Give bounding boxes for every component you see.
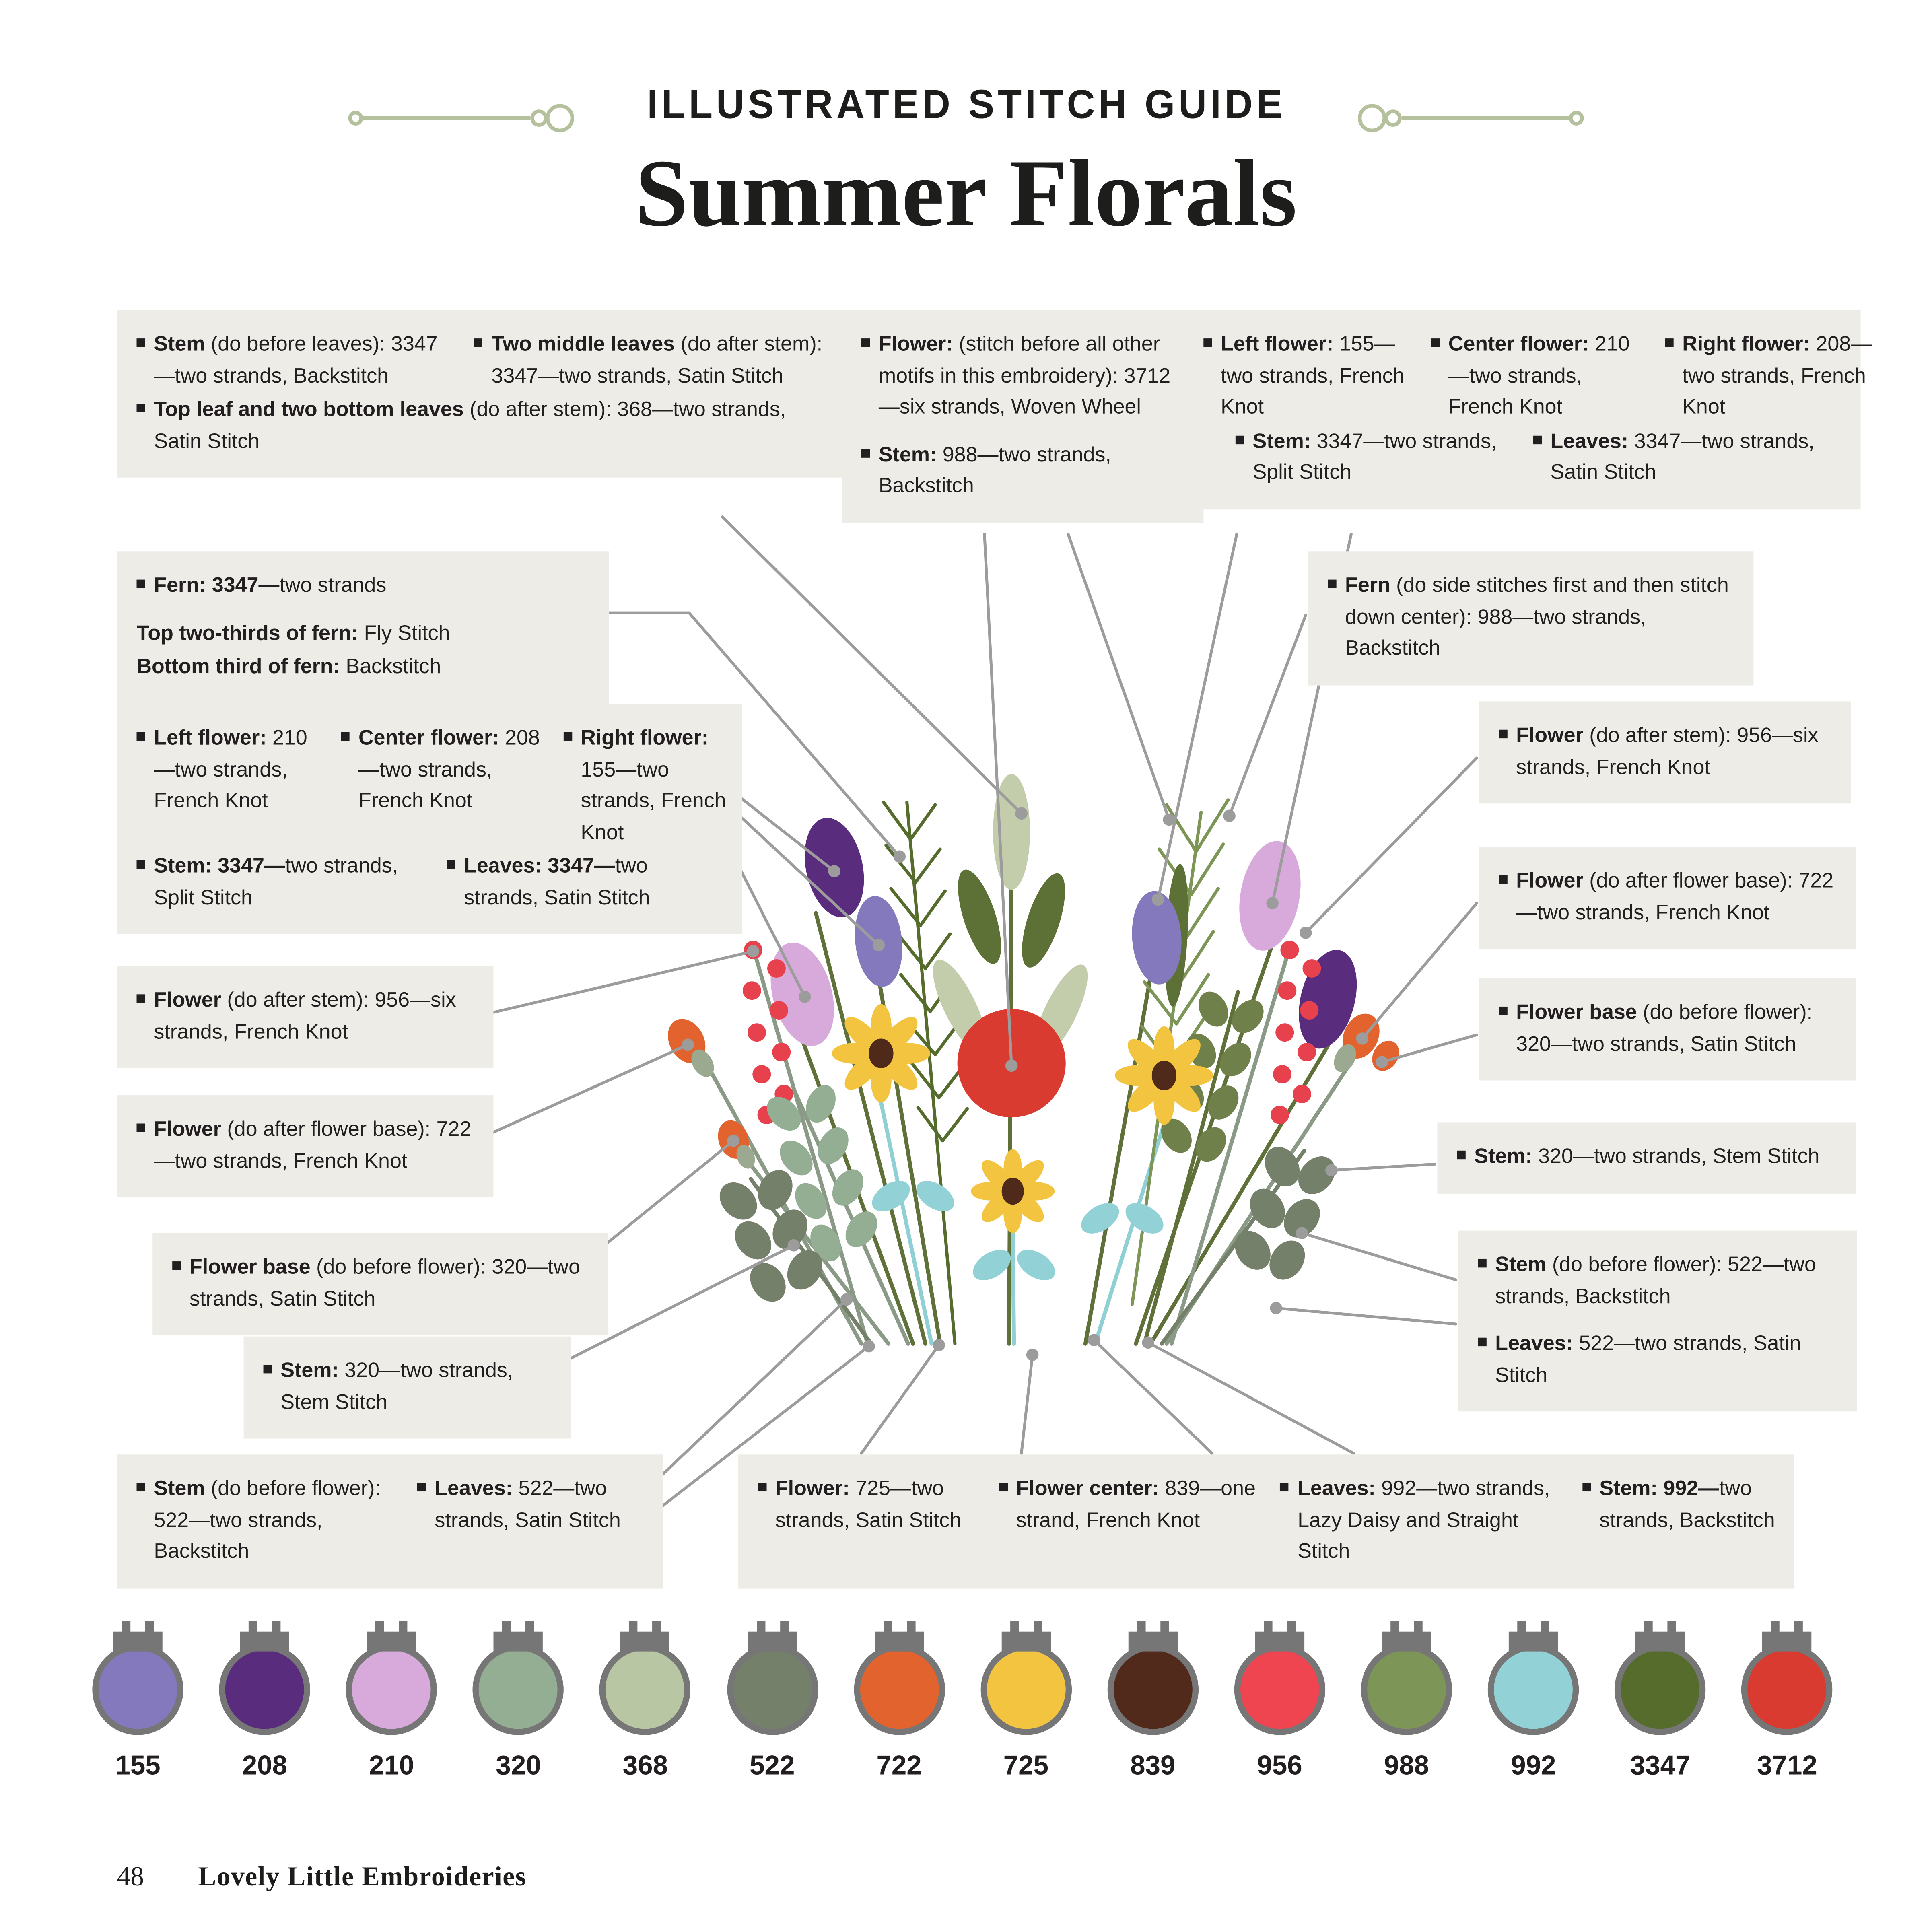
sage-leaf-plant (923, 774, 1098, 1065)
callout-entry: Stem: 3347—two strands, Split Stitch (1236, 425, 1516, 488)
daisy-left (832, 1004, 931, 1103)
kicker: ILLUSTRATED STITCH GUIDE (647, 81, 1285, 127)
thread-code-label: 956 (1257, 1750, 1302, 1781)
callout-entry: Flower (do after stem): 956—six strands, French Knot (137, 985, 474, 1047)
thread-code-label: 155 (115, 1750, 161, 1781)
thread-swatch-992 (1474, 1632, 1592, 1782)
callout-entry: Top leaf and two bottom leaves (do after stem): 368—two strands, Satin Stitch (137, 394, 833, 457)
leader-dots (682, 807, 1388, 1361)
callout-flower-722-right (1479, 847, 1856, 949)
callout-entry: Flower base (do before flower): 320—two strands, Satin Stitch (1499, 997, 1836, 1059)
sage-sprig-left (760, 1080, 884, 1267)
thread-code-label: 3712 (1757, 1750, 1817, 1781)
thread-swatch-368 (586, 1632, 704, 1782)
callout-flower-722-left (117, 1095, 494, 1197)
thread-swatch-320 (459, 1632, 578, 1782)
callout-entry: Flower (do after flower base): 722—two strands, French Knot (1499, 865, 1836, 928)
thread-swatch-725 (967, 1632, 1085, 1782)
blade-leaf (1162, 863, 1191, 1007)
callout-entry: Flower base (do before flower): 320—two strands, Satin Stitch (172, 1252, 588, 1314)
callout-entry: Stem: 3347—two strands, Split Stitch (137, 850, 430, 913)
callout-entry: Flower: (stitch before all other motifs in this embroidery): 3712—six strands, Woven Wheel (861, 329, 1184, 423)
callout-entry: Top two-thirds of fern: Fly Stitch (136, 621, 450, 645)
thread-color-circle (346, 1644, 437, 1735)
fern-backstitch-right (1132, 800, 1228, 1304)
thread-swatch-722 (840, 1632, 958, 1782)
callout-entry: Fern: 3347—two strands (137, 570, 590, 601)
callout-entry: Two middle leaves (do after stem): 3347—two strands, Satin Stitch (474, 329, 851, 391)
thread-color-circle (1742, 1644, 1833, 1735)
callout-stem-320-right (1437, 1122, 1856, 1193)
bobbin-clip-icon (621, 1632, 670, 1652)
berry-sprigs (743, 941, 1321, 1124)
thread-color-circle (1488, 1644, 1579, 1735)
stems (708, 861, 1351, 1344)
callout-woven-wheel-top-center (842, 310, 1203, 523)
callout-stem-leaves-522-right (1458, 1231, 1857, 1412)
page-title: Summer Florals (635, 139, 1297, 246)
callout-entry: Stem (do before leaves): 3347—two strands, Backstitch (137, 329, 457, 391)
bobbin-clip-icon (874, 1632, 923, 1652)
bobbin-clip-icon (113, 1632, 162, 1652)
bobbin-clip-icon (240, 1632, 289, 1652)
book-title: Lovely Little Embroideries (198, 1860, 527, 1892)
thread-color-circle (1615, 1644, 1705, 1735)
bobbin-clip-icon (1763, 1632, 1812, 1652)
bobbin-clip-icon (1382, 1632, 1431, 1652)
callout-entry: Left flower: 155—two strands, French Knot (1203, 329, 1414, 423)
thread-swatch-208 (206, 1632, 324, 1782)
bobbin-clip-icon (1128, 1632, 1177, 1652)
callout-french-knots-left (117, 704, 742, 934)
callout-entry: Center flower: 208—two strands, French Knot (341, 722, 546, 816)
thread-code-label: 3347 (1630, 1750, 1691, 1781)
callout-stem-320-left (244, 1337, 571, 1439)
callout-entry: Right flower: 155—two strands, French Knot (564, 722, 745, 848)
thread-color-circle (727, 1644, 818, 1735)
thread-color-circle (473, 1644, 564, 1735)
thread-code-label: 210 (369, 1750, 414, 1781)
callout-entry: Right flower: 208—two strands, French Knot (1665, 329, 1875, 423)
bobbin-clip-icon (367, 1632, 416, 1652)
callout-entry: Left flower: 210—two strands, French Knot (137, 722, 324, 816)
thread-color-circle (1107, 1644, 1198, 1735)
callout-entry: Leaves: 992—two strands, Lazy Daisy and Straight Stitch (1280, 1473, 1565, 1567)
callout-entry: Stem: 320—two strands, Stem Stitch (1457, 1141, 1836, 1172)
thread-swatch-210 (332, 1632, 451, 1782)
thread-swatch-956 (1221, 1632, 1339, 1782)
callout-entry: Stem (do before flower): 522—two strands, Backstitch (1478, 1249, 1837, 1312)
page-number: 48 (117, 1860, 144, 1892)
callout-entry: Flower center: 839—one strand, French Knot (999, 1473, 1263, 1536)
callout-entry: Leaves: 3347—two strands, Satin Stitch (447, 850, 728, 913)
thread-color-circle (1234, 1644, 1325, 1735)
daisy-right (1115, 1026, 1213, 1125)
callout-french-knots-top-right (1184, 310, 1872, 509)
thread-color-circle (92, 1644, 183, 1735)
thread-color-circle (853, 1644, 944, 1735)
callout-entry: Stem: 320—two strands, Stem Stitch (264, 1355, 552, 1418)
thread-code-label: 725 (1003, 1750, 1049, 1781)
thread-swatch-839 (1094, 1632, 1212, 1782)
daisy-bottom (971, 1149, 1055, 1233)
olive-sprig-right (1155, 987, 1270, 1167)
callout-entry: Fern (do side stitches first and then stitch down center): 988—two strands, Backstitch (1328, 570, 1734, 664)
page-footer (117, 1861, 527, 1893)
woven-wheel-flower (958, 1009, 1066, 1117)
thread-color-circle (600, 1644, 691, 1735)
thread-code-label: 839 (1130, 1750, 1176, 1781)
thread-color-circle (1361, 1644, 1452, 1735)
bobbin-clip-icon (748, 1632, 797, 1652)
bobbin-clip-icon (1509, 1632, 1558, 1652)
thread-code-label: 988 (1384, 1750, 1429, 1781)
page-header (0, 81, 1932, 249)
callout-fern-left (117, 551, 609, 703)
orange-buds (661, 1008, 1405, 1172)
callout-entry: Leaves: 522—two strands, Satin Stitch (1478, 1328, 1837, 1390)
thread-swatch-3712 (1728, 1632, 1846, 1782)
purple-buds (760, 812, 1366, 1055)
thread-code-label: 208 (242, 1750, 288, 1781)
callout-flower-956-right (1479, 701, 1851, 803)
thread-code-label: 320 (496, 1750, 541, 1781)
callout-flower-base-320-right (1479, 978, 1856, 1081)
callout-entry: Flower: 725—two strands, Satin Stitch (758, 1473, 982, 1536)
bobbin-clip-icon (1001, 1632, 1050, 1652)
callout-entry: Flower (do after stem): 956—six strands, French Knot (1499, 720, 1831, 783)
callout-fern-right (1308, 551, 1753, 685)
thread-code-label: 992 (1511, 1750, 1556, 1781)
callout-entry: Bottom third of fern: Backstitch (136, 655, 441, 678)
bobbin-clip-icon (1635, 1632, 1685, 1652)
bobbin-clip-icon (494, 1632, 543, 1652)
thread-swatch-988 (1347, 1632, 1466, 1782)
bobbin-clip-icon (1255, 1632, 1304, 1652)
callout-flower-956-left (117, 966, 494, 1068)
thread-color-circle (219, 1644, 310, 1735)
callout-stem-leaves-522-bottom-left (117, 1454, 663, 1588)
thread-swatch-3347 (1601, 1632, 1720, 1782)
thread-swatch-522 (713, 1632, 831, 1782)
grey-olive-leaves-522 (712, 1141, 1343, 1309)
callout-stem-and-leaves-top-left (117, 310, 853, 478)
callout-entry: Flower (do after flower base): 722—two strands, French Knot (137, 1114, 474, 1176)
callout-entry: Stem (do before flower): 522—two strands, Backstitch (137, 1473, 400, 1567)
callout-flower-base-320-left (152, 1233, 608, 1335)
thread-swatch-155 (79, 1632, 197, 1782)
callout-entry: Leaves: 3347—two strands, Satin Stitch (1533, 425, 1852, 488)
callout-entry: Stem: 992—two strands, Backstitch (1582, 1473, 1826, 1536)
thread-code-label: 522 (750, 1750, 795, 1781)
blue-leaves-992 (867, 1174, 1169, 1286)
callout-entry: Leaves: 522—two strands, Satin Stitch (418, 1473, 661, 1536)
callout-daisy-bottom-center (738, 1454, 1794, 1588)
thread-color-circle (980, 1644, 1071, 1735)
callout-entry: Stem: 988—two strands, Backstitch (861, 439, 1184, 501)
fern-fly-stitch (884, 802, 967, 1344)
callout-entry: Center flower: 210—two strands, French Knot (1431, 329, 1648, 423)
thread-code-label: 722 (876, 1750, 922, 1781)
thread-code-label: 368 (622, 1750, 668, 1781)
